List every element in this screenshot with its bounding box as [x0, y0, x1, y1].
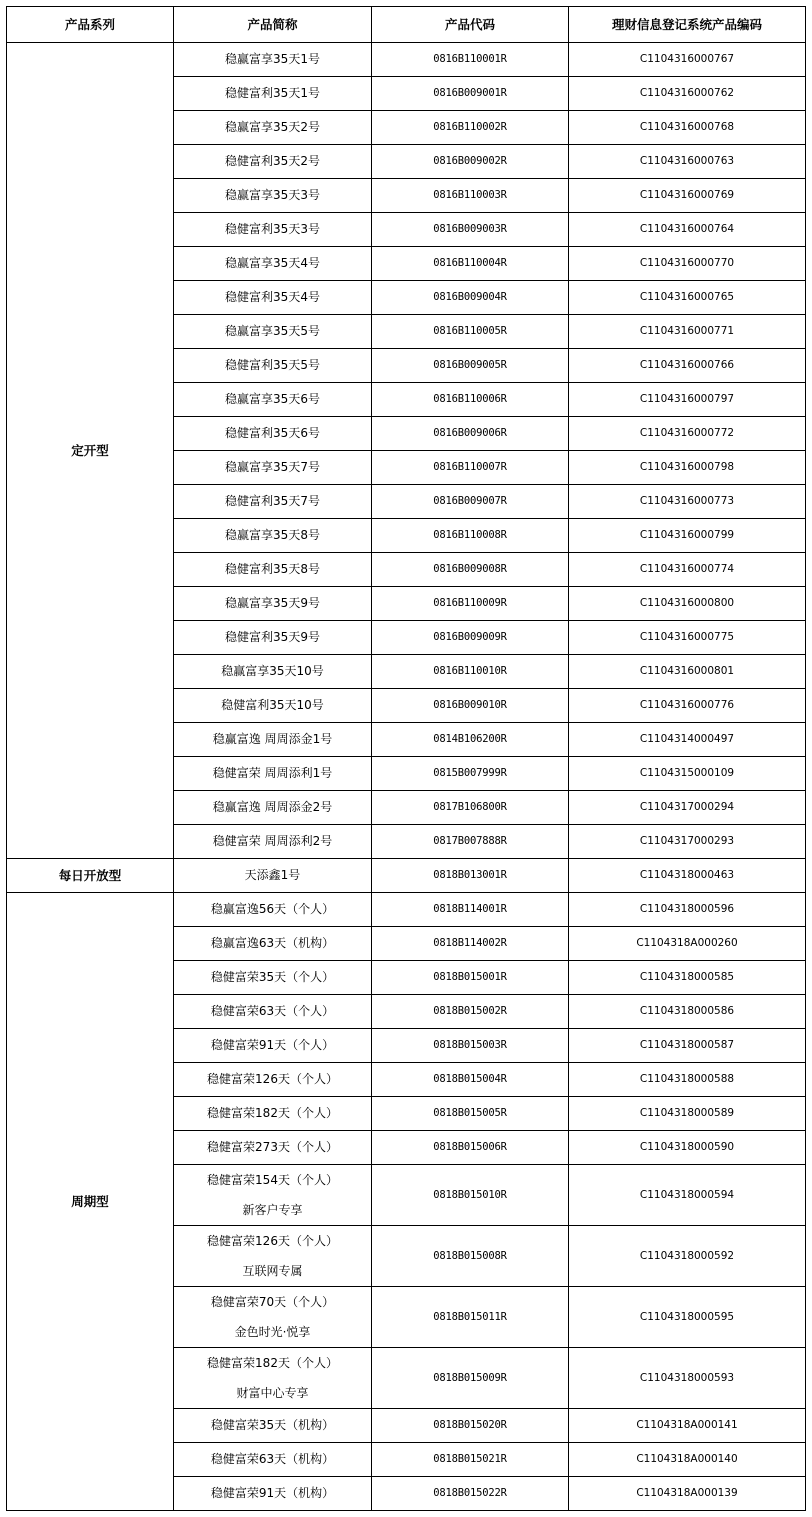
product-name-line: 稳健富荣63天（机构）	[210, 1452, 335, 1466]
registration-code-cell: C1104316000774	[569, 553, 806, 587]
product-name-line: 稳健富荣182天（个人）	[207, 1106, 338, 1120]
product-code-cell: 0816B009004R	[372, 281, 569, 315]
product-name-cell	[174, 1409, 372, 1443]
table-row	[7, 893, 806, 927]
product-name-line: 稳健富荣154天（个人）	[207, 1172, 338, 1187]
registration-code-cell: C1104316000762	[569, 77, 806, 111]
product-code-cell: 0818B015010R	[372, 1165, 569, 1226]
registration-code-cell: C1104316000766	[569, 349, 806, 383]
product-name-cell	[174, 1029, 372, 1063]
product-name-cell	[174, 519, 372, 553]
product-code-cell: 0818B114001R	[372, 893, 569, 927]
product-name-line: 稳健富荣126天（个人）	[207, 1072, 338, 1086]
product-name-line: 稳健富利35天1号	[225, 86, 320, 100]
table-body	[7, 43, 806, 1511]
product-name-cell	[174, 859, 372, 893]
registration-code-cell: C1104318000463	[569, 859, 806, 893]
product-code-cell: 0816B110010R	[372, 655, 569, 689]
registration-code-cell: C1104318000594	[569, 1165, 806, 1226]
product-name-cell	[174, 383, 372, 417]
registration-code-cell: C1104316000764	[569, 213, 806, 247]
registration-code-cell: C1104316000772	[569, 417, 806, 451]
registration-code-cell: C1104316000771	[569, 315, 806, 349]
product-name-line: 稳赢富逸56天（个人）	[210, 902, 335, 916]
product-name-cell	[174, 1165, 372, 1226]
registration-code-cell: C1104316000767	[569, 43, 806, 77]
product-name-cell	[174, 927, 372, 961]
header-series: 产品系列	[7, 7, 174, 43]
registration-code-cell: C1104316000776	[569, 689, 806, 723]
product-code-cell: 0816B110007R	[372, 451, 569, 485]
product-name-line: 金色时光·悦享	[234, 1324, 311, 1339]
product-code-cell: 0816B110006R	[372, 383, 569, 417]
product-code-cell: 0818B015021R	[372, 1443, 569, 1477]
product-code-cell: 0816B110008R	[372, 519, 569, 553]
registration-code-cell: C1104318A000141	[569, 1409, 806, 1443]
registration-code-cell: C1104317000294	[569, 791, 806, 825]
product-code-cell: 0818B015009R	[372, 1348, 569, 1409]
product-name-line: 新客户专享	[242, 1202, 303, 1217]
product-code-cell: 0816B009009R	[372, 621, 569, 655]
product-code-cell: 0816B009003R	[372, 213, 569, 247]
header-code: 产品代码	[372, 7, 569, 43]
registration-code-cell: C1104318000586	[569, 995, 806, 1029]
product-name-line: 稳赢富享35天6号	[225, 392, 320, 406]
registration-code-cell: C1104318000589	[569, 1097, 806, 1131]
product-name-cell	[174, 485, 372, 519]
product-name-line: 稳赢富享35天10号	[221, 664, 324, 678]
product-name-line: 稳健富利35天9号	[225, 630, 320, 644]
series-cell: 定开型	[7, 43, 174, 859]
product-name-cell	[174, 961, 372, 995]
registration-code-cell: C1104316000800	[569, 587, 806, 621]
product-name-cell	[174, 43, 372, 77]
product-name-line: 稳健富荣91天（机构）	[210, 1486, 335, 1500]
product-name-line: 稳赢富享35天1号	[225, 52, 320, 66]
product-name-line: 稳赢富享35天8号	[225, 528, 320, 542]
product-code-cell: 0815B007999R	[372, 757, 569, 791]
product-name-line: 稳健富利35天2号	[225, 154, 320, 168]
product-name-cell	[174, 893, 372, 927]
header-name: 产品简称	[174, 7, 372, 43]
product-code-cell: 0818B015001R	[372, 961, 569, 995]
product-name-cell	[174, 757, 372, 791]
registration-code-cell: C1104317000293	[569, 825, 806, 859]
product-name-cell	[174, 587, 372, 621]
product-name-line: 天添鑫1号	[244, 868, 301, 882]
product-name-line: 稳健富荣 周周添利1号	[212, 766, 333, 780]
product-name-line: 稳赢富享35天9号	[225, 596, 320, 610]
product-name-cell	[174, 213, 372, 247]
product-name-line: 稳健富利35天7号	[225, 494, 320, 508]
product-name-cell	[174, 315, 372, 349]
table-header	[7, 7, 806, 43]
registration-code-cell: C1104316000773	[569, 485, 806, 519]
product-code-cell: 0818B015008R	[372, 1226, 569, 1287]
product-name-line: 稳健富荣273天（个人）	[207, 1140, 338, 1154]
product-name-cell	[174, 1131, 372, 1165]
registration-code-cell: C1104318000593	[569, 1348, 806, 1409]
product-name-line: 稳健富荣91天（个人）	[210, 1038, 335, 1052]
product-name-line: 稳赢富逸63天（机构）	[210, 936, 335, 950]
product-code-cell: 0818B015005R	[372, 1097, 569, 1131]
product-table	[6, 6, 806, 1511]
product-name-cell	[174, 1097, 372, 1131]
product-name-line: 财富中心专享	[236, 1385, 309, 1400]
product-name-cell	[174, 1063, 372, 1097]
registration-code-cell: C1104315000109	[569, 757, 806, 791]
product-name-line: 稳健富荣70天（个人）	[210, 1294, 335, 1309]
product-code-cell: 0818B015004R	[372, 1063, 569, 1097]
product-code-cell: 0816B110005R	[372, 315, 569, 349]
header-registration-code: 理财信息登记系统产品编码	[569, 7, 806, 43]
product-name-line: 稳健富荣35天（机构）	[210, 1418, 335, 1432]
product-code-cell: 0818B015020R	[372, 1409, 569, 1443]
registration-code-cell: C1104316000798	[569, 451, 806, 485]
product-code-cell: 0816B110002R	[372, 111, 569, 145]
product-name-cell	[174, 111, 372, 145]
product-name-line: 稳赢富享35天4号	[225, 256, 320, 270]
product-name-cell	[174, 77, 372, 111]
product-code-cell: 0816B110001R	[372, 43, 569, 77]
product-name-cell	[174, 553, 372, 587]
product-code-cell: 0816B110004R	[372, 247, 569, 281]
product-code-cell: 0818B015006R	[372, 1131, 569, 1165]
product-code-cell: 0816B110009R	[372, 587, 569, 621]
product-code-cell: 0818B015003R	[372, 1029, 569, 1063]
product-code-cell: 0816B009002R	[372, 145, 569, 179]
product-code-cell: 0817B106800R	[372, 791, 569, 825]
product-name-line: 稳赢富享35天3号	[225, 188, 320, 202]
product-name-cell	[174, 145, 372, 179]
product-name-line: 稳健富利35天5号	[225, 358, 320, 372]
product-name-cell	[174, 1477, 372, 1511]
registration-code-cell: C1104316000769	[569, 179, 806, 213]
product-name-line: 稳健富利35天10号	[221, 698, 324, 712]
product-name-cell	[174, 1287, 372, 1348]
product-code-cell: 0816B009005R	[372, 349, 569, 383]
product-name-line: 互联网专属	[242, 1263, 303, 1278]
product-code-cell: 0816B009007R	[372, 485, 569, 519]
product-code-cell: 0818B015002R	[372, 995, 569, 1029]
product-name-line: 稳健富利35天3号	[225, 222, 320, 236]
registration-code-cell: C1104318000587	[569, 1029, 806, 1063]
product-name-line: 稳赢富享35天2号	[225, 120, 320, 134]
product-code-cell: 0816B009006R	[372, 417, 569, 451]
registration-code-cell: C1104318A000140	[569, 1443, 806, 1477]
product-name-cell	[174, 179, 372, 213]
registration-code-cell: C1104318000585	[569, 961, 806, 995]
product-name-line: 稳健富荣126天（个人）	[207, 1233, 338, 1248]
registration-code-cell: C1104318000596	[569, 893, 806, 927]
product-name-line: 稳健富利35天4号	[225, 290, 320, 304]
product-name-line: 稳健富利35天8号	[225, 562, 320, 576]
product-code-cell: 0816B110003R	[372, 179, 569, 213]
table-row	[7, 43, 806, 77]
registration-code-cell: C1104316000768	[569, 111, 806, 145]
product-name-line: 稳赢富逸 周周添金2号	[212, 800, 333, 814]
product-name-cell	[174, 247, 372, 281]
product-name-line: 稳健富荣 周周添利2号	[212, 834, 333, 848]
registration-code-cell: C1104318A000260	[569, 927, 806, 961]
product-name-cell	[174, 349, 372, 383]
product-name-line: 稳健富荣63天（个人）	[210, 1004, 335, 1018]
product-code-cell: 0814B106200R	[372, 723, 569, 757]
header-row	[7, 7, 806, 43]
table-row	[7, 859, 806, 893]
registration-code-cell: C1104314000497	[569, 723, 806, 757]
product-name-cell	[174, 1443, 372, 1477]
product-name-cell	[174, 655, 372, 689]
product-code-cell: 0816B009008R	[372, 553, 569, 587]
product-code-cell: 0816B009010R	[372, 689, 569, 723]
product-name-line: 稳健富荣182天（个人）	[207, 1355, 338, 1370]
registration-code-cell: C1104318000588	[569, 1063, 806, 1097]
product-name-cell	[174, 1226, 372, 1287]
product-name-cell	[174, 281, 372, 315]
registration-code-cell: C1104316000801	[569, 655, 806, 689]
registration-code-cell: C1104318000595	[569, 1287, 806, 1348]
product-name-line: 稳赢富享35天5号	[225, 324, 320, 338]
product-name-line: 稳赢富逸 周周添金1号	[212, 732, 333, 746]
product-name-cell	[174, 825, 372, 859]
registration-code-cell: C1104316000770	[569, 247, 806, 281]
product-code-cell: 0816B009001R	[372, 77, 569, 111]
product-name-cell	[174, 995, 372, 1029]
product-name-cell	[174, 417, 372, 451]
registration-code-cell: C1104318A000139	[569, 1477, 806, 1511]
product-name-cell	[174, 723, 372, 757]
product-code-cell: 0818B013001R	[372, 859, 569, 893]
product-name-cell	[174, 1348, 372, 1409]
registration-code-cell: C1104316000775	[569, 621, 806, 655]
product-name-line: 稳赢富享35天7号	[225, 460, 320, 474]
registration-code-cell: C1104316000763	[569, 145, 806, 179]
product-code-cell: 0818B114002R	[372, 927, 569, 961]
registration-code-cell: C1104316000797	[569, 383, 806, 417]
product-name-cell	[174, 689, 372, 723]
product-name-cell	[174, 621, 372, 655]
registration-code-cell: C1104318000590	[569, 1131, 806, 1165]
registration-code-cell: C1104318000592	[569, 1226, 806, 1287]
series-cell: 每日开放型	[7, 859, 174, 893]
registration-code-cell: C1104316000765	[569, 281, 806, 315]
product-name-line: 稳健富利35天6号	[225, 426, 320, 440]
product-name-cell	[174, 451, 372, 485]
product-code-cell: 0817B007888R	[372, 825, 569, 859]
product-code-cell: 0818B015011R	[372, 1287, 569, 1348]
registration-code-cell: C1104316000799	[569, 519, 806, 553]
series-cell: 周期型	[7, 893, 174, 1511]
product-name-cell	[174, 791, 372, 825]
product-code-cell: 0818B015022R	[372, 1477, 569, 1511]
product-name-line: 稳健富荣35天（个人）	[210, 970, 335, 984]
